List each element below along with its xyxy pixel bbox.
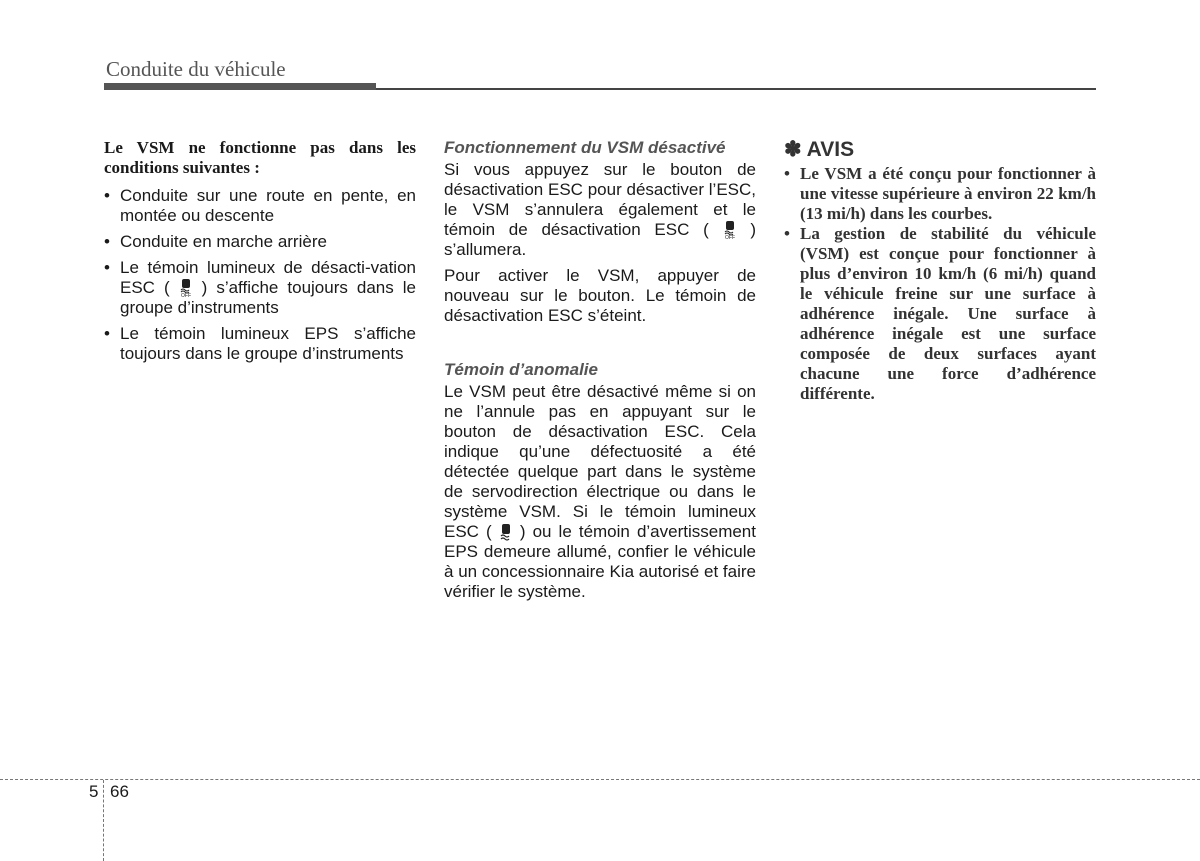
esc-off-icon bbox=[179, 278, 193, 298]
notice-list bbox=[784, 164, 1096, 404]
section-heading: Fonctionnement du VSM désactivé bbox=[444, 138, 726, 157]
column-left bbox=[104, 138, 416, 370]
section-heading: Témoin d’anomalie bbox=[444, 360, 598, 379]
section-number: 5 bbox=[89, 782, 99, 801]
list-item-text: Le témoin lumineux de désacti-vation ESC ( bbox=[120, 258, 416, 297]
notice-item: • Le VSM a été conçu pour fonctionner à une vitesse supérieure à environ 22 km/h (13 mi/h) dans les courbes. bbox=[784, 164, 1096, 224]
footer-rule bbox=[0, 779, 1200, 780]
footer-divider bbox=[103, 780, 104, 861]
page-header-title: Conduite du véhicule bbox=[106, 57, 286, 81]
paragraph-text: Le VSM peut être désactivé même si on ne l’annule pas en appuyant sur le bouton de désactivation ESC. Cela indique qu’une défectuosité a été détectée quelque part dans le système de servodirection électrique ou dans le système VSM. Si le témoin lumineux ESC ( bbox=[444, 382, 756, 541]
paragraph bbox=[444, 160, 756, 260]
list-item-text: ) s’affiche toujours dans le groupe d’instruments bbox=[120, 278, 416, 317]
list-item: • Le témoin lumineux EPS s’affiche toujours dans le groupe d’instruments bbox=[104, 324, 416, 364]
list-item bbox=[104, 258, 416, 318]
paragraph-text: Si vous appuyez sur le bouton de désactivation ESC pour désactiver l’ESC, le VSM s’annulera également et le témoin de désactivation ESC ( bbox=[444, 160, 756, 239]
page-number: 66 bbox=[110, 782, 129, 801]
column-middle bbox=[444, 138, 756, 602]
esc-off-icon-label: OFF bbox=[180, 293, 191, 298]
esc-off-icon bbox=[723, 220, 737, 240]
column-right bbox=[784, 138, 1096, 404]
esc-icon bbox=[499, 522, 513, 542]
paragraph bbox=[444, 382, 756, 602]
esc-off-icon-label: OFF bbox=[724, 235, 735, 240]
paragraph-text: ) s’allumera. bbox=[444, 220, 756, 259]
list-item: • Conduite en marche arrière bbox=[104, 232, 416, 252]
notice-title: ✽ AVIS bbox=[784, 138, 855, 161]
list-item: • Conduite sur une route en pente, en montée ou descente bbox=[104, 186, 416, 226]
paragraph-text: ) ou le témoin d’avertissement EPS demeure allumé, confier le véhicule à un concessionnaire Kia autorisé et faire vérifier le système. bbox=[444, 522, 756, 601]
paragraph: Pour activer le VSM, appuyer de nouveau sur le bouton. Le témoin de désactivation ESC s’éteint. bbox=[444, 266, 756, 325]
notice-item: • La gestion de stabilité du véhicule (VSM) est conçue pour fonctionner à plus d’environ 10 km/h (6 mi/h) quand le véhicule freine sur une surface à adhérence inégale. Une surface à adhérence inégale est une surface composée de deux surfaces ayant chacune une force d’adhérence différente. bbox=[784, 224, 1096, 404]
header-rule-accent bbox=[104, 83, 376, 90]
conditions-intro: Le VSM ne fonctionne pas dans les conditions suivantes : bbox=[104, 138, 416, 177]
conditions-list bbox=[104, 186, 416, 364]
